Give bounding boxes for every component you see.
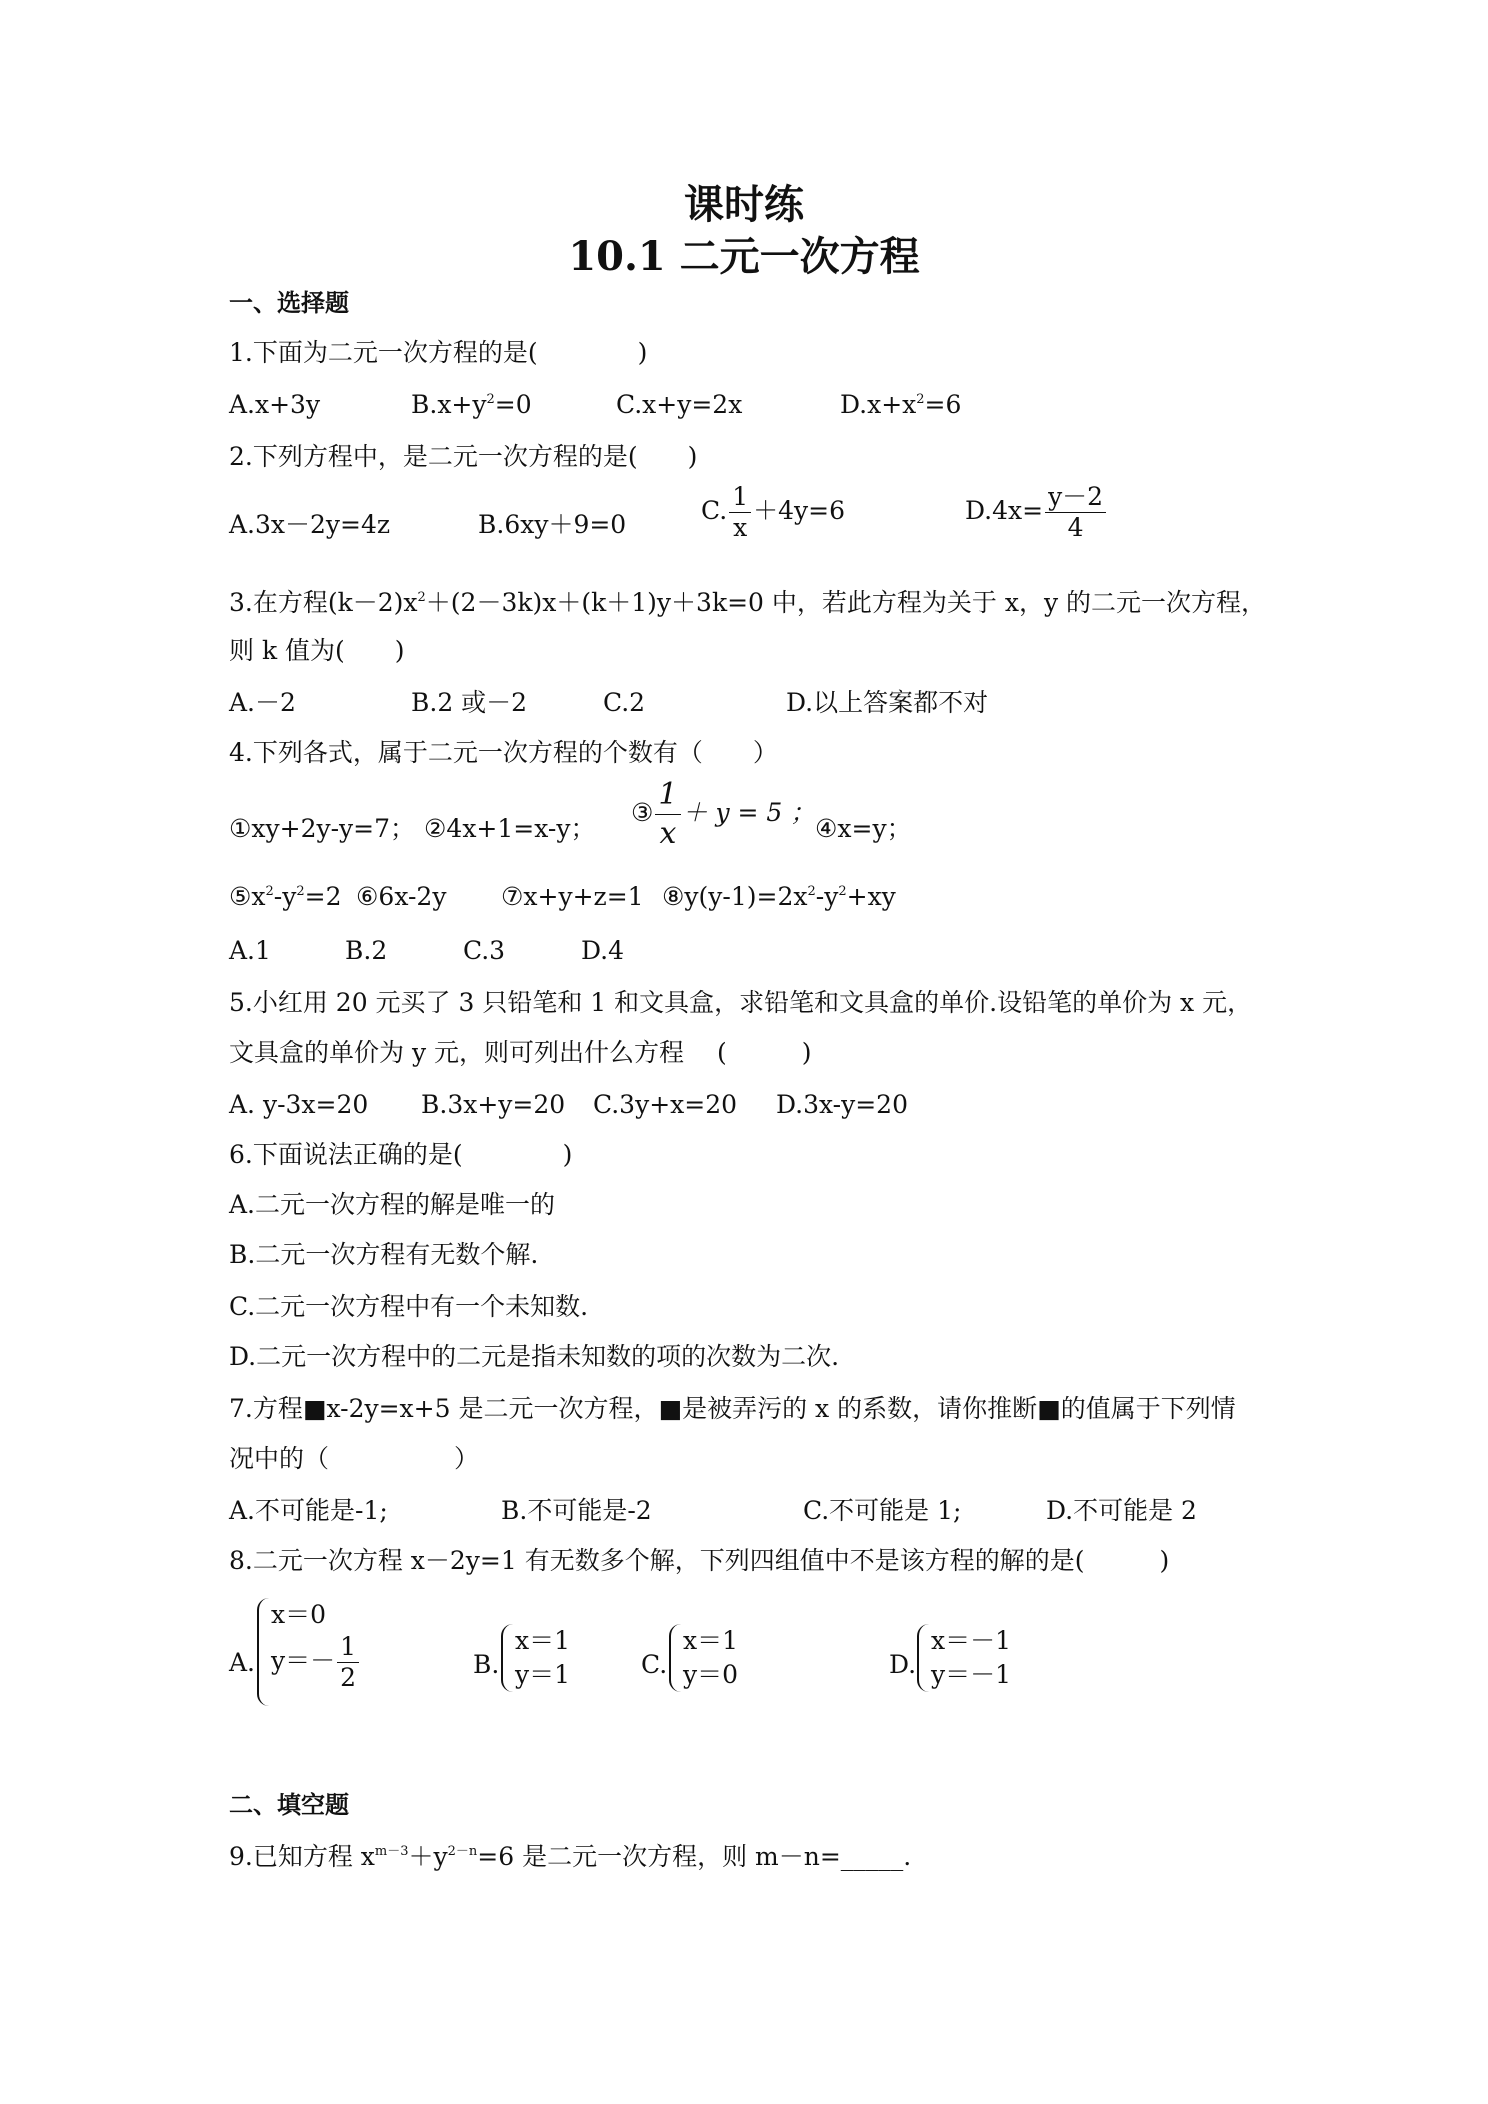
question-5-stem-line2: 文具盒的单价为 y 元，则可列出什么方程 ( ) [229,1038,812,1067]
option-c: C.3y+x=20 [593,1090,738,1119]
option-a-system [257,1598,377,1708]
item-2: ②4x+1=x-y； [424,814,596,843]
option-b: $B.x+y^2=0$ [411,390,532,419]
question-3-stem: 3.在方程$(k-2)x^2+(2-3k)x+(k+1)y+3k=0$ 中，若此方程为关于 x，y 的二元一次方程， [229,588,1267,617]
item-7: ⑦x+y+z=1 [501,882,644,911]
question-6-option-d: D.二元一次方程中的二元是指未知数的项的次数为二次. [229,1342,840,1371]
section-heading-fill: 二、填空题 [229,1791,349,1819]
option-b-x: x＝1 [515,1626,571,1655]
option-b-label: B. [473,1650,500,1679]
question-4-stem: 4.下列各式，属于二元一次方程的个数有（ ） [229,738,778,767]
option-b: B.3x+y=20 [421,1090,566,1119]
item-8: $⑧y(y-1)=2x^2-y^2+xy$ [662,882,896,911]
option-a: A.－2 [229,688,296,717]
item-6: ⑥6x-2y [356,882,447,911]
option-b: B.6xy＋9=0 [478,510,627,539]
question-5-stem: 5.小红用 20 元买了 3 只铅笔和 1 和文具盒，求铅笔和文具盒的单价.设铅笔的单价为 x 元， [229,988,1253,1017]
question-2-stem: 2.下列方程中，是二元一次方程的是( ) [229,442,698,471]
option-a: A.1 [229,936,271,965]
item-3: ③ $\frac{1}{x}$ ＋ y = 5 ； [631,777,816,851]
option-d: D.3x-y=20 [776,1090,908,1119]
option-c: C.3 [463,936,506,965]
option-d-x: x＝－1 [931,1626,1012,1655]
option-a: A.3x－2y=4z [229,510,391,539]
option-b: B.2 [345,936,388,965]
section-heading-choice: 一、选择题 [229,289,349,317]
option-d: D.以上答案都不对 [786,688,989,717]
option-a: A.x+3y [229,390,321,419]
option-c: C. $\frac{1}{x}$ ＋4y=6 [701,482,845,542]
option-b-system [501,1624,601,1694]
option-c-x: x＝1 [683,1626,739,1655]
option-b: B.不可能是-2 [501,1496,652,1525]
question-7-stem-line2: 况中的（ ） [229,1444,480,1473]
question-8-options [229,1598,1229,1708]
question-1-stem: 1.下面为二元一次方程的是( ) [229,338,648,367]
option-c: C.x+y=2x [616,390,743,419]
option-a-x: x＝0 [271,1600,327,1629]
option-c-label: C. [641,1650,668,1679]
item-1: ①xy+2y-y=7； [229,814,416,843]
question-8-stem: 8.二元一次方程 x－2y=1 有无数多个解，下列四组值中不是该方程的解的是( ) [229,1546,1170,1575]
option-b-y: y＝1 [515,1660,571,1689]
option-a: A.不可能是-1; [229,1496,388,1525]
question-6-option-c: C.二元一次方程中有一个未知数. [229,1292,589,1321]
item-5: $⑤x^2-y^2=2$ [229,882,342,911]
question-6-stem: 6.下面说法正确的是( ) [229,1140,573,1169]
option-a: A. y-3x=20 [229,1090,369,1119]
page-title: 课时练 [684,181,804,228]
option-a-y: y＝－ $\frac{1}{2}$ [271,1632,361,1693]
option-d-y: y＝－1 [931,1660,1012,1689]
option-d-system [917,1624,1037,1694]
option-c-system [669,1624,769,1694]
question-3-stem-line2: 则 k 值为( ) [229,636,405,665]
option-b: B.2 或－2 [411,688,528,717]
option-c: C.2 [603,688,646,717]
option-d-label: D. [889,1650,917,1679]
option-d: D.4x= $\frac{y-2}{4}$ [965,482,1108,543]
question-6-option-a: A.二元一次方程的解是唯一的 [229,1190,556,1219]
option-d: D.4 [581,936,625,965]
option-a-label: A. [229,1648,256,1677]
option-d: $D.x+x^2=6$ [840,390,962,419]
question-6-option-b: B.二元一次方程有无数个解. [229,1240,539,1269]
question-7-stem: 7.方程■x-2y=x+5 是二元一次方程，■是被弄污的 x 的系数，请你推断■的值属于下列情 [229,1394,1236,1423]
option-c: C.不可能是 1; [803,1496,962,1525]
option-c-y: y＝0 [683,1660,739,1689]
question-9-stem: 9.已知方程 $x^{m-3}+y^{2-n}=6$ 是二元一次方程，则 m－n=_____. [229,1842,912,1871]
page-subtitle: 10.1 二元一次方程 [568,233,920,280]
item-4: ④x=y； [815,814,912,843]
option-d: D.不可能是 2 [1046,1496,1197,1525]
